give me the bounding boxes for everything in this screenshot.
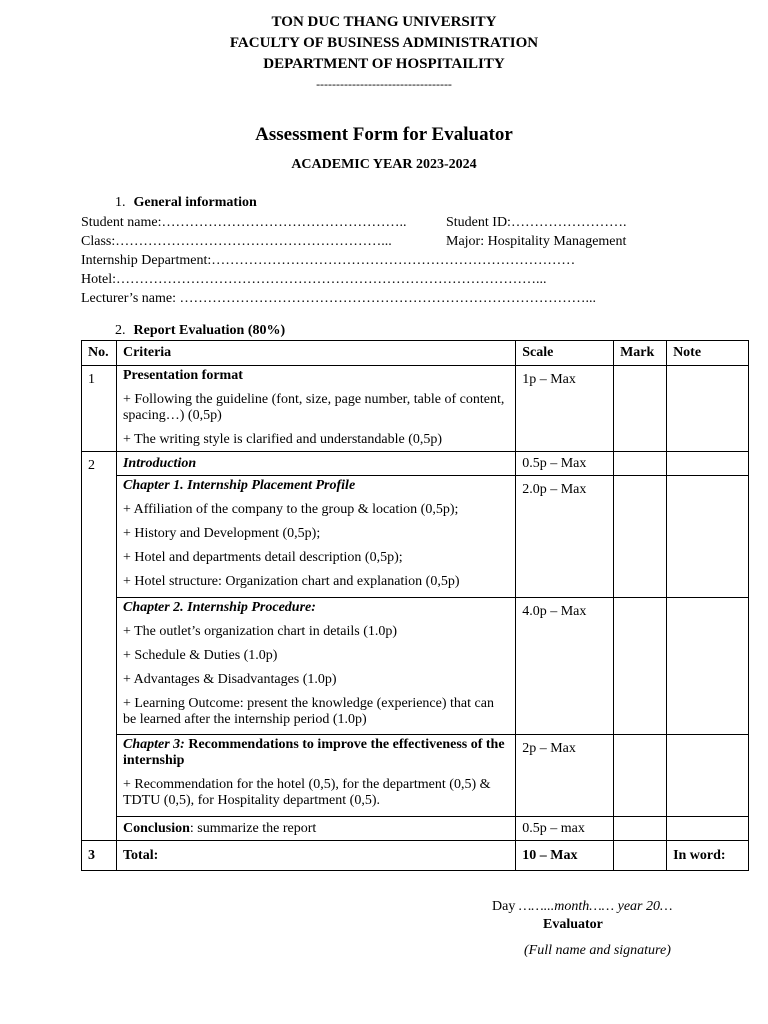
scale-cell: 4.0p – Max xyxy=(516,598,614,735)
day-label: Day xyxy=(492,899,519,914)
total-label: Total: xyxy=(116,841,515,871)
table-row xyxy=(82,452,749,476)
evaluation-table xyxy=(81,340,749,871)
criteria-cell xyxy=(116,735,515,817)
header-no: No. xyxy=(82,341,117,366)
chapter3-title: Recommendations to improve the effectiveness of the internship xyxy=(122,737,505,768)
criteria-item: + Hotel structure: Organization chart and explanation (0,5p) xyxy=(122,574,460,589)
scale-cell: 0.5p – max xyxy=(516,817,614,841)
section1-title: General information xyxy=(133,195,257,210)
criteria-item: + The outlet’s organization chart in details (1.0p) xyxy=(122,624,398,639)
major-field: Major: Hospitality Management xyxy=(446,234,627,249)
note-cell[interactable] xyxy=(667,366,749,452)
criteria-cell xyxy=(116,366,515,452)
criteria-item: + Affiliation of the company to the group & location (0,5p); xyxy=(122,502,459,517)
total-mark-cell[interactable] xyxy=(614,841,667,871)
university-name: TON DUC THANG UNIVERSITY xyxy=(271,14,497,30)
row-number: 3 xyxy=(82,841,117,871)
mark-cell[interactable] xyxy=(614,452,667,476)
conclusion-text: : summarize the report xyxy=(189,820,317,836)
table-row xyxy=(82,598,749,735)
table-row xyxy=(82,366,749,452)
section2-title: Report Evaluation (80%) xyxy=(133,323,286,338)
student-id-field: Student ID:……………………. xyxy=(446,215,627,230)
mark-cell[interactable] xyxy=(614,817,667,841)
header-note: Note xyxy=(667,341,749,366)
faculty-name: FACULTY OF BUSINESS ADMINISTRATION xyxy=(229,35,539,51)
table-row xyxy=(82,735,749,817)
total-scale: 10 – Max xyxy=(516,841,614,871)
criteria-item: + Recommendation for the hotel (0,5), for the department (0,5) & TDTU (0,5), for Hospitality department (0,5). xyxy=(122,777,491,808)
scale-cell: 0.5p – Max xyxy=(516,452,614,476)
criteria-item: + Schedule & Duties (1.0p) xyxy=(122,648,278,663)
in-word-label: In word: xyxy=(667,841,749,871)
note-cell[interactable] xyxy=(667,598,749,735)
mark-cell[interactable] xyxy=(614,598,667,735)
criteria-title: Introduction xyxy=(122,455,197,471)
criteria-cell xyxy=(116,476,515,598)
scale-cell: 2p – Max xyxy=(516,735,614,817)
criteria-item: + The writing style is clarified and understandable (0,5p) xyxy=(122,432,443,447)
table-row xyxy=(82,817,749,841)
row-number: 1 xyxy=(82,366,117,452)
class-field: Class:…………………………………………………... xyxy=(81,234,392,249)
student-name-field: Student name:…………………………………………….. xyxy=(81,215,407,230)
date-line xyxy=(492,899,672,915)
lecturer-name-field: Lecturer’s name: ……………………………………………………………………………... xyxy=(81,291,596,306)
criteria-title: Chapter 1. Internship Placement Profile xyxy=(122,478,356,493)
conclusion-title: Conclusion xyxy=(122,820,190,836)
criteria-item: + Hotel and departments detail description (0,5p); xyxy=(122,550,403,565)
mark-cell[interactable] xyxy=(614,735,667,817)
scale-cell: 2.0p – Max xyxy=(516,476,614,598)
criteria-item: + History and Development (0,5p); xyxy=(122,526,321,541)
table-row xyxy=(82,476,749,598)
header-divider: ---------------------------------- xyxy=(316,77,452,91)
mark-cell[interactable] xyxy=(614,476,667,598)
note-cell[interactable] xyxy=(667,476,749,598)
note-cell[interactable] xyxy=(667,452,749,476)
criteria-item: + Following the guideline (font, size, page number, table of content, spacing…) (0,5p) xyxy=(122,392,505,423)
table-header-row xyxy=(82,341,749,366)
criteria-cell xyxy=(116,452,515,476)
signature-note: (Full name and signature) xyxy=(524,943,671,958)
internship-department-field: Internship Department:…………………………………………………………………… xyxy=(81,253,576,268)
header-criteria: Criteria xyxy=(116,341,515,366)
section2-number: 2. xyxy=(115,323,126,338)
mark-cell[interactable] xyxy=(614,366,667,452)
chapter3-prefix: Chapter 3: xyxy=(122,737,185,752)
criteria-item: + Learning Outcome: present the knowledge (experience) that can be learned after the internship period (1.0p) xyxy=(122,696,494,727)
criteria-item: + Advantages & Disadvantages (1.0p) xyxy=(122,672,337,687)
note-cell[interactable] xyxy=(667,817,749,841)
form-title: Assessment Form for Evaluator xyxy=(255,124,513,145)
hotel-field: Hotel:………………………………………………………………………………... xyxy=(81,272,547,287)
section1-heading xyxy=(115,195,257,211)
date-placeholder: ……...month…… year 20… xyxy=(518,899,673,914)
table-row-total xyxy=(82,841,749,871)
row-number: 2 xyxy=(82,452,117,841)
criteria-title: Presentation format xyxy=(122,368,243,383)
academic-year: ACADEMIC YEAR 2023-2024 xyxy=(291,157,477,172)
evaluator-label: Evaluator xyxy=(543,917,603,932)
note-cell[interactable] xyxy=(667,735,749,817)
criteria-cell xyxy=(116,598,515,735)
section1-number: 1. xyxy=(115,195,126,210)
header-scale: Scale xyxy=(516,341,614,366)
section2-heading xyxy=(115,323,285,339)
department-name: DEPARTMENT OF HOSPITAILITY xyxy=(263,56,505,72)
criteria-title xyxy=(123,737,509,769)
criteria-title: Chapter 2. Internship Procedure: xyxy=(122,600,316,615)
header-mark: Mark xyxy=(614,341,667,366)
scale-cell: 1p – Max xyxy=(516,366,614,452)
criteria-cell xyxy=(116,817,515,841)
